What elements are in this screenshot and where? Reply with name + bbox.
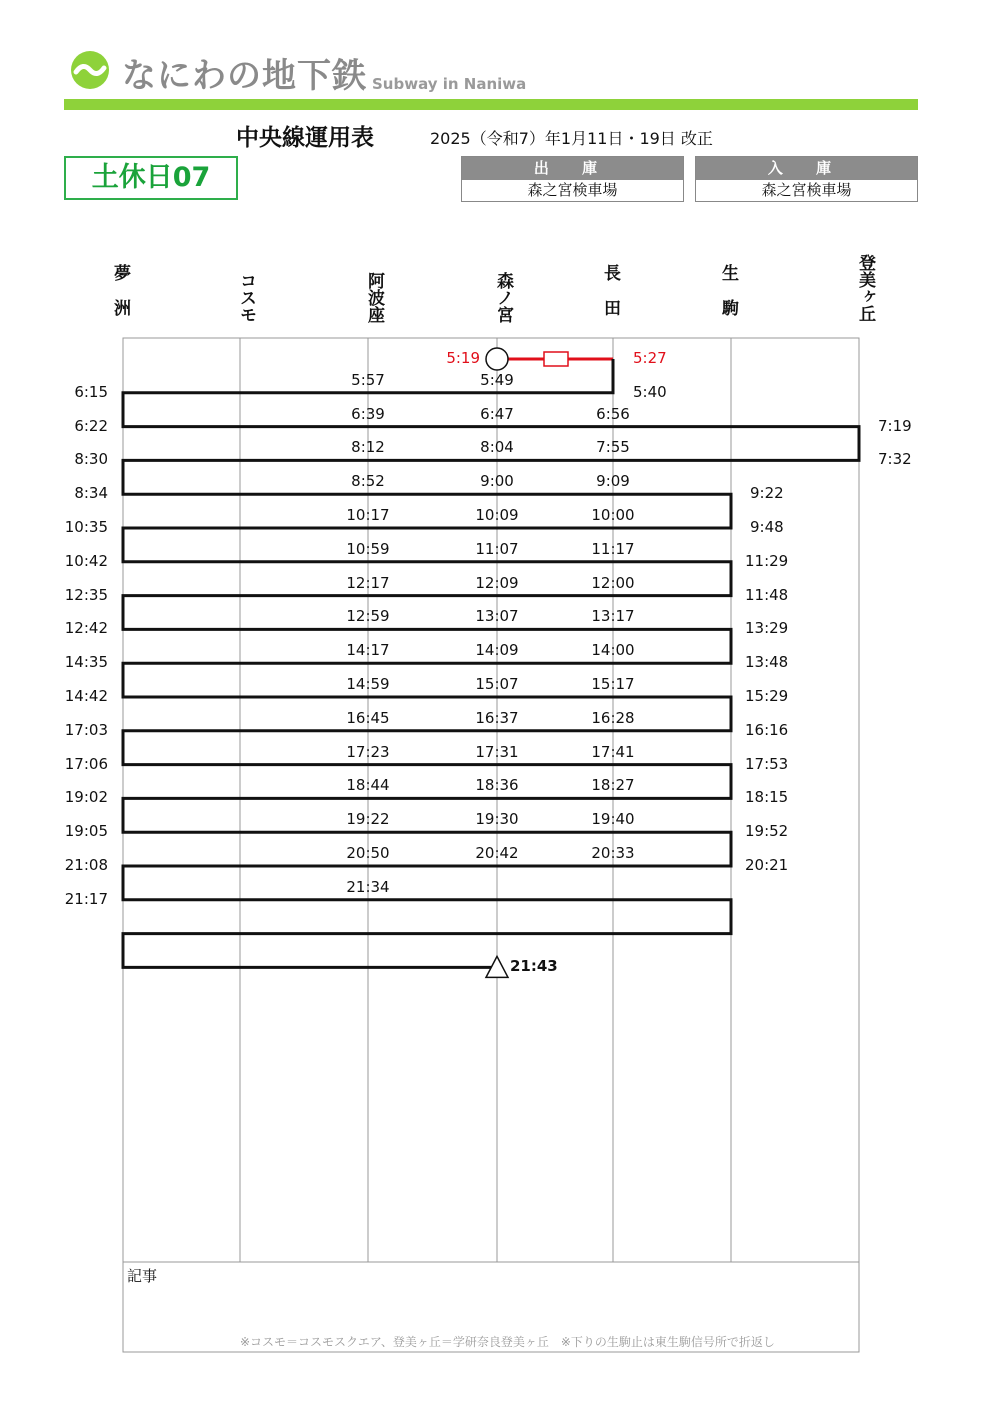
station-header: コスモ [236, 272, 256, 323]
time-label: 11:07 [475, 539, 519, 558]
time-label: 8:52 [351, 472, 385, 491]
time-label: 14:17 [346, 641, 390, 660]
time-label: 16:28 [591, 708, 635, 727]
time-label: 19:30 [475, 810, 519, 829]
footnote: ※コスモ＝コスモスクエア、登美ヶ丘＝学研奈良登美ヶ丘 ※下りの生駒止は東生駒信号所で折返し [240, 1335, 775, 1349]
station-header: 登美ヶ丘 [855, 254, 875, 322]
time-label: 7:32 [878, 450, 912, 469]
time-label: 6:15 [74, 382, 108, 401]
time-label: 5:27 [633, 349, 667, 367]
time-label: 10:17 [346, 506, 390, 524]
time-label: 10:42 [64, 551, 108, 570]
time-label: 15:29 [745, 687, 789, 705]
logo-text: なにわの地下鉄 [122, 56, 367, 96]
time-label: 12:35 [64, 585, 108, 604]
time-label: 6:22 [74, 416, 108, 435]
time-label: 18:36 [475, 776, 519, 795]
time-label: 12:00 [591, 573, 635, 592]
time-label: 12:42 [64, 619, 108, 638]
time-label: 9:00 [480, 472, 514, 491]
time-label: 14:59 [346, 675, 390, 693]
time-label: 20:42 [475, 844, 519, 862]
time-label: 19:52 [745, 822, 789, 841]
time-label: 11:29 [745, 551, 789, 570]
time-label: 12:09 [475, 573, 519, 592]
time-label: 12:17 [346, 573, 390, 592]
time-label: 17:03 [64, 720, 108, 739]
time-label: 17:23 [346, 742, 390, 761]
time-label: 10:00 [591, 506, 635, 524]
time-label: 19:40 [591, 810, 635, 829]
time-label: 8:04 [480, 438, 514, 457]
time-label: 20:50 [346, 844, 390, 862]
time-label: 13:17 [591, 607, 635, 626]
revision-date: 2025（令和7）年1月11日・19日 改正 [430, 129, 713, 148]
operation-number: 土休日07 [64, 156, 238, 200]
station-header: 阿波座 [364, 272, 384, 323]
time-label: 18:44 [346, 776, 390, 795]
time-label: 21:17 [64, 889, 108, 908]
station-header: 森ノ宮 [493, 272, 513, 323]
station-header: 長田 [600, 264, 620, 334]
time-label: 6:47 [480, 404, 514, 423]
time-label: 6:39 [351, 404, 385, 423]
time-label: 16:37 [475, 708, 519, 727]
time-label: 13:07 [475, 607, 519, 626]
time-label: 7:55 [596, 438, 630, 457]
time-label: 13:48 [745, 653, 789, 672]
time-label: 16:16 [745, 720, 789, 739]
time-label: 15:17 [591, 675, 635, 693]
arrival-depot-label: 入 庫 [696, 157, 917, 180]
end-time-label: 21:43 [510, 957, 558, 976]
time-label: 12:59 [346, 607, 390, 626]
time-label: 14:42 [64, 687, 108, 705]
depot-marker-icon [544, 352, 568, 366]
time-label: 21:34 [346, 877, 390, 896]
time-label: 19:22 [346, 810, 390, 829]
time-label: 5:49 [480, 370, 514, 389]
time-label: 9:22 [750, 484, 784, 503]
time-label: 17:41 [591, 742, 635, 761]
time-label: 17:31 [475, 742, 519, 761]
time-label: 13:29 [745, 619, 789, 638]
time-label: 5:57 [351, 370, 385, 389]
time-label: 16:45 [346, 708, 390, 727]
time-label: 8:30 [74, 450, 108, 469]
time-label: 8:34 [74, 484, 108, 503]
time-label: 17:53 [745, 754, 789, 773]
time-label: 10:09 [475, 506, 519, 524]
arrival-depot-value: 森之宮検車場 [761, 181, 852, 199]
departure-depot-label: 出 庫 [462, 157, 683, 180]
time-label: 11:48 [745, 585, 789, 604]
departure-depot-value: 森之宮検車場 [527, 181, 618, 199]
time-label: 6:56 [596, 404, 630, 423]
time-label: 10:59 [346, 539, 390, 558]
time-label: 7:19 [878, 416, 912, 435]
page-title: 中央線運用表 [236, 125, 374, 151]
time-label: 18:27 [591, 776, 635, 795]
time-label: 11:17 [591, 539, 635, 558]
start-circle-icon [486, 348, 508, 370]
time-label: 19:05 [64, 822, 108, 841]
time-label: 9:48 [750, 518, 784, 536]
time-label: 9:09 [596, 472, 630, 491]
time-label: 5:40 [633, 382, 667, 401]
time-label: 21:08 [64, 856, 108, 874]
time-label: 19:02 [64, 788, 108, 807]
time-label: 5:19 [446, 349, 480, 367]
notes-label: 記事 [127, 1267, 158, 1285]
time-label: 15:07 [475, 675, 519, 693]
time-label: 20:33 [591, 844, 635, 862]
logo-subtitle: Subway in Naniwa [372, 75, 527, 93]
time-label: 14:00 [591, 641, 635, 660]
time-label: 20:21 [745, 856, 789, 874]
time-label: 10:35 [64, 518, 108, 536]
station-header: 生駒 [718, 264, 738, 334]
time-label: 17:06 [64, 754, 108, 773]
time-label: 14:09 [475, 641, 519, 660]
time-label: 8:12 [351, 438, 385, 457]
station-header: 夢洲 [110, 264, 130, 334]
time-label: 14:35 [64, 653, 108, 672]
time-label: 18:15 [745, 788, 789, 807]
